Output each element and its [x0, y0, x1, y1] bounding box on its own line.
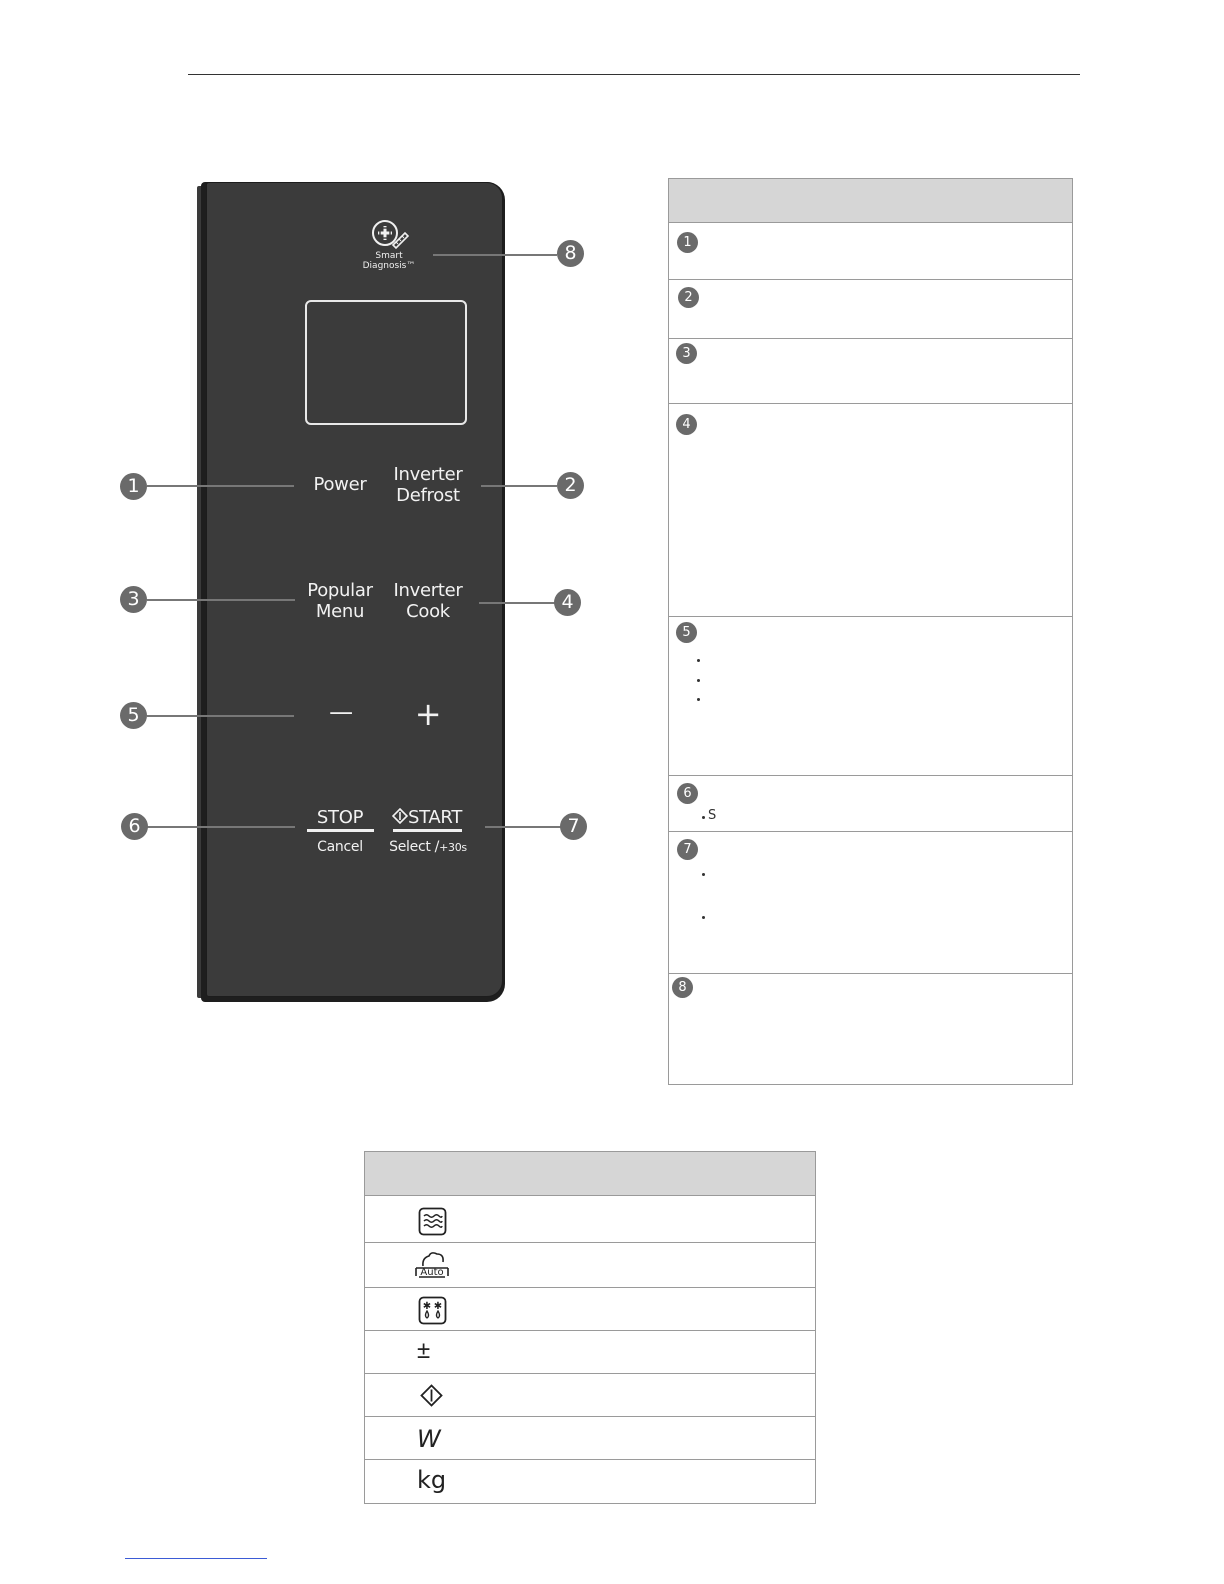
power-button[interactable]	[314, 474, 367, 495]
plus-button[interactable]	[414, 695, 442, 733]
popular-menu-button[interactable]	[307, 580, 372, 622]
row-number-7: 7	[677, 839, 698, 860]
icon-row-microwave	[365, 1195, 815, 1243]
start-diamond-icon	[420, 1384, 443, 1407]
bullet	[697, 659, 700, 662]
icon-row-auto-cook	[365, 1243, 815, 1288]
popular-menu-line2: Menu	[315, 601, 365, 622]
select-label: Select /	[389, 839, 440, 855]
display-window	[305, 300, 467, 425]
callout-line-1	[147, 485, 294, 487]
inverter-cook-button[interactable]	[394, 580, 463, 622]
icon-row-kg	[365, 1460, 815, 1504]
icon-table	[364, 1151, 816, 1504]
plus-label: +	[414, 695, 442, 733]
description-row-2	[669, 280, 1072, 339]
stop-underline	[307, 829, 374, 832]
svg-text:✱: ✱	[422, 1301, 432, 1312]
description-table	[668, 178, 1073, 1085]
inverter-defrost-line2: Defrost	[396, 485, 460, 506]
icon-table-header	[365, 1152, 815, 1196]
smart-label-line1: Smart	[375, 251, 403, 261]
svg-text:✱: ✱	[433, 1301, 443, 1312]
minus-label: —	[329, 698, 353, 726]
row-number-1: 1	[677, 232, 698, 253]
plus-30s-label: +30s	[439, 841, 467, 854]
icon-row-watt	[365, 1417, 815, 1460]
row-number-4: 4	[676, 414, 697, 435]
callout-1: 1	[120, 473, 147, 500]
description-row-8	[669, 974, 1072, 1085]
callout-2: 2	[557, 472, 584, 499]
stop-label: STOP	[316, 807, 364, 828]
defrost-icon	[418, 1296, 447, 1325]
select-30s-label	[389, 837, 467, 858]
description-row-4	[669, 404, 1072, 617]
icon-row-start	[365, 1374, 815, 1417]
auto-icon-text: Auto	[420, 1267, 444, 1278]
inverter-defrost-button[interactable]	[394, 464, 463, 506]
inverter-defrost-line1: Inverter	[393, 464, 463, 485]
callout-line-3	[147, 599, 295, 601]
callout-8: 8	[557, 240, 584, 267]
row-number-2: 2	[678, 287, 699, 308]
row-number-3: 3	[676, 343, 697, 364]
cancel-label: Cancel	[317, 839, 363, 855]
power-label: Power	[313, 474, 367, 495]
bullet	[702, 873, 705, 876]
footer-link-underline[interactable]	[125, 1558, 267, 1559]
smart-diagnosis-icon[interactable]	[369, 218, 409, 252]
start-diamond-icon	[392, 808, 408, 824]
callout-line-6	[147, 826, 295, 828]
callout-line-8	[433, 254, 557, 256]
description-row-3	[669, 339, 1072, 404]
auto-cook-icon	[413, 1249, 451, 1281]
smart-label-line2: Diagnosis™	[362, 261, 416, 271]
row-number-6: 6	[677, 783, 698, 804]
row-number-8: 8	[672, 977, 693, 998]
callout-3: 3	[120, 586, 147, 613]
description-table-header	[669, 179, 1072, 223]
stop-button[interactable]	[317, 807, 363, 828]
description-row-5	[669, 617, 1072, 776]
top-rule	[188, 74, 1080, 75]
bullet	[697, 698, 700, 701]
inverter-cook-line1: Inverter	[393, 580, 463, 601]
icon-row-plus-minus	[365, 1331, 815, 1374]
callout-6: 6	[121, 813, 148, 840]
kilogram-icon: kg	[417, 1466, 447, 1494]
callout-4: 4	[554, 589, 581, 616]
description-row-7	[669, 832, 1072, 974]
watt-icon: W	[417, 1425, 441, 1453]
bullet	[697, 679, 700, 682]
plus-minus-icon: ±	[417, 1337, 431, 1364]
callout-line-5	[147, 715, 294, 717]
description-row-6	[669, 776, 1072, 832]
description-row-1	[669, 222, 1072, 280]
popular-menu-line1: Popular	[307, 580, 373, 601]
row-6-bullet-text: S	[708, 808, 717, 823]
bullet	[702, 816, 705, 819]
icon-row-defrost	[365, 1288, 815, 1331]
callout-5: 5	[120, 702, 147, 729]
callout-line-7	[485, 826, 561, 828]
callout-7: 7	[560, 813, 587, 840]
start-underline	[393, 829, 462, 832]
bullet	[702, 916, 705, 919]
start-button[interactable]	[392, 807, 462, 828]
microwave-waves-icon	[418, 1207, 447, 1236]
start-label: START	[407, 807, 463, 828]
inverter-cook-line2: Cook	[406, 601, 450, 622]
callout-line-2	[481, 485, 557, 487]
callout-line-4	[479, 602, 555, 604]
smart-diagnosis-label	[363, 251, 416, 271]
minus-button[interactable]	[329, 698, 353, 726]
row-number-5: 5	[676, 622, 697, 643]
